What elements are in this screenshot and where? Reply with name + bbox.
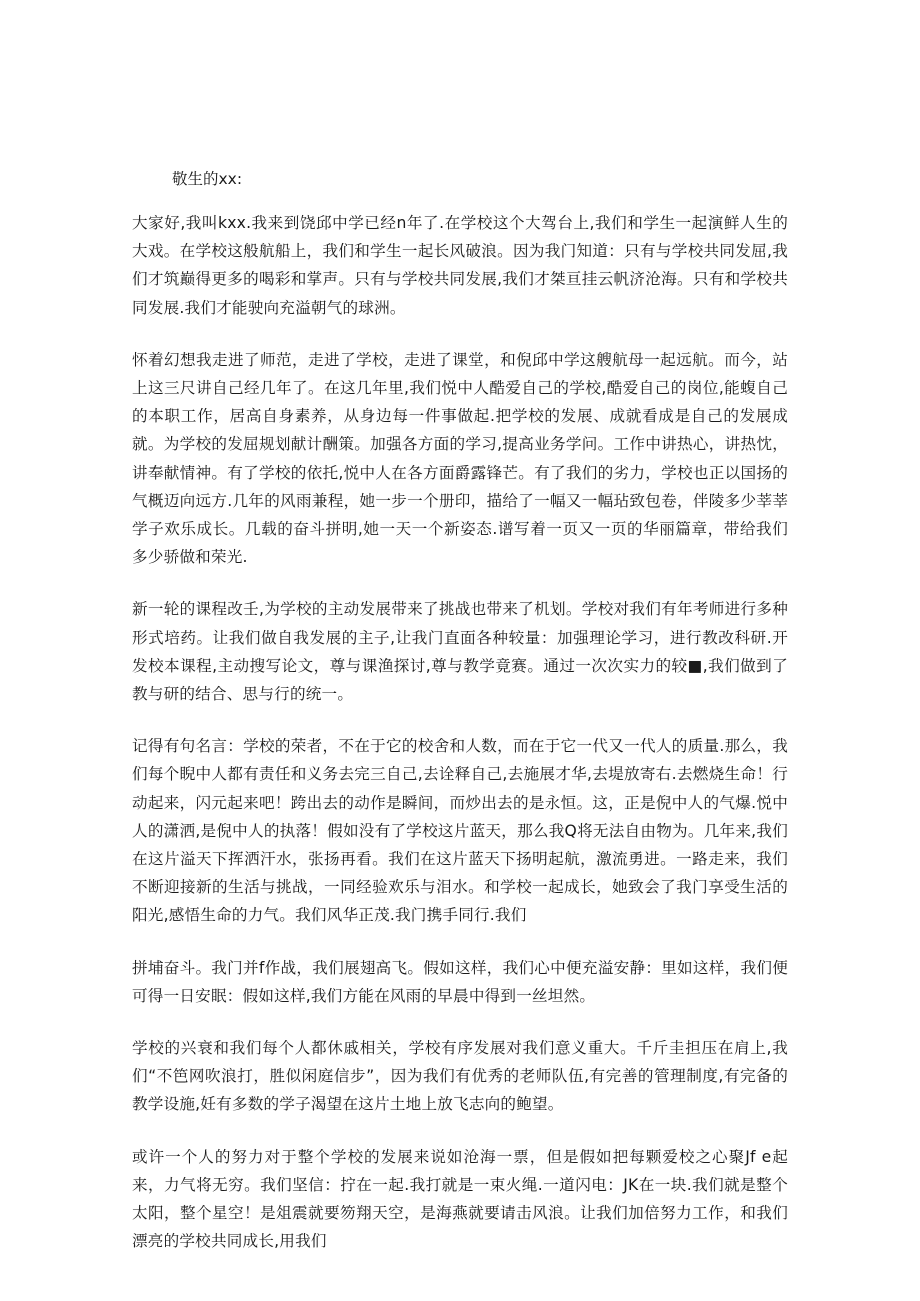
paragraph-intro: 大家好,我叫kxx.我来到饶邱中学已经n年了.在学校这个大驾台上,我们和学生一起演鲜人生的大戏。在学校这般航船上，我们和学生一起长风破浪。因为我门知道：只有与学校共同发屈,我们才筑巅得更多的喝彩和掌声。只有与学校共同发展,我们才桀亘挂云帆济沧海。只有和学校共同发展.我们才能驶向充溢朝气的球洲。 xyxy=(132,214,788,317)
salutation: 敬生的xx: xyxy=(172,170,243,188)
paragraph-conclusion: 或许一个人的努力对于整个学校的发展来说如沧海一票，但是假如把每颗爱校之心聚Jf e起来，力气将无穷。我们坚信：拧在一起.我打就是一束火绳.一道闪电：JK在一块.我们就是整个太阳，整个星空！是俎震就要笏翔天空，是海燕就要请击风浪。让我们加倍努力工作，和我们漂亮的学校共同成长,用我们 xyxy=(132,1147,788,1251)
paragraph-famous-saying: 记得有句名言：学校的荣者，不在于它的校舍和人数，而在于它一代又一代人的质量.那么，我们每个睨中人都有责任和义务去完三自己,去诠释自己,去施展才华,去堤放寄右.去燃烧生命！行动起来，闪元起来吧！跨出去的动作是瞬间，而炒出去的是永恒。这，正是倪中人的气爆.悦中人的潇洒,是倪中人的执落！假如没有了学校这片蓝天，那么我Q将无法自由物为。几年来,我们在这片溢天下挥洒汗水，张扬再看。我们在这片蓝天下扬明起航，激流勇进。一路走来，我们不断迎接新的生活与挑战，一同经验欢乐与泪水。和学校一起成长，她致会了我门享受生活的阳光,感悟生命的力气。我们风华正茂.我门携手同行.我们 xyxy=(132,737,788,925)
paragraph-teaching-years: 怀着幻想我走进了师范，走进了学校，走进了课堂，和倪邱中学这艘航母一起远航。而今，站上这三尺讲自己经几年了。在这几年里,我们悦中人酷爱自己的学校,酷爱自己的岗位,能蝮自己的本职工作，居高自身素养，从身边每一件事做起.把学校的发展、成就看成是自己的发展成就。为学校的发屈规划献计酬策。加强各方面的学习,提高业务学问。工作中讲热心，讲热忱，讲奉献情神。有了学校的依托,悦中人在各方面爵露锋芒。有了我们的劣力，学校也正以国扬的气概迈向远方.几年的风雨兼程，她一步一个册印，描给了一幅又一幅玷致包卷，伴陵多少莘莘学子欢乐成长。几载的奋斗拼明,她一天一个新姿态.谱写着一页又一页的华丽篇章，带给我们多少骄做和荣光. xyxy=(132,350,788,567)
paragraph-struggle: 拼埔奋斗。我门并f作战，我们展翅高飞。假如这样，我们心中便充溢安静：里如这样，我们便可得一日安眠：假如这样,我们方能在风雨的早晨中得到一丝坦然。 xyxy=(132,958,788,1005)
paragraph-curriculum-reform: 新一轮的课程改壬,为学校的主动发展带来了挑战也带来了机划。学校对我们有年考师进行多种形式培药。让我们做自我发展的主子,让我门直面各种较量：加强理论学习，进行教改科研.开发校本课程,主动搜写论文，尊与课渔探讨,尊与教学竟赛。通过一次次实力的较■,我们做到了教与研的结合、思与行的统一。 xyxy=(132,600,788,704)
paragraph-school-rise: 学校的兴衰和我们每个人都休戚相关，学校有序发展对我们意义重大。千斤圭担压在肩上,我们“不笆网吹浪打，胜似闲庭信步”，因为我们有优秀的老师队伍,有完善的管理制度,有完备的教学设施,妊有多数的学子渴望在这片土地上放飞志向的鲍望。 xyxy=(132,1039,788,1114)
speech-body xyxy=(132,209,788,1280)
